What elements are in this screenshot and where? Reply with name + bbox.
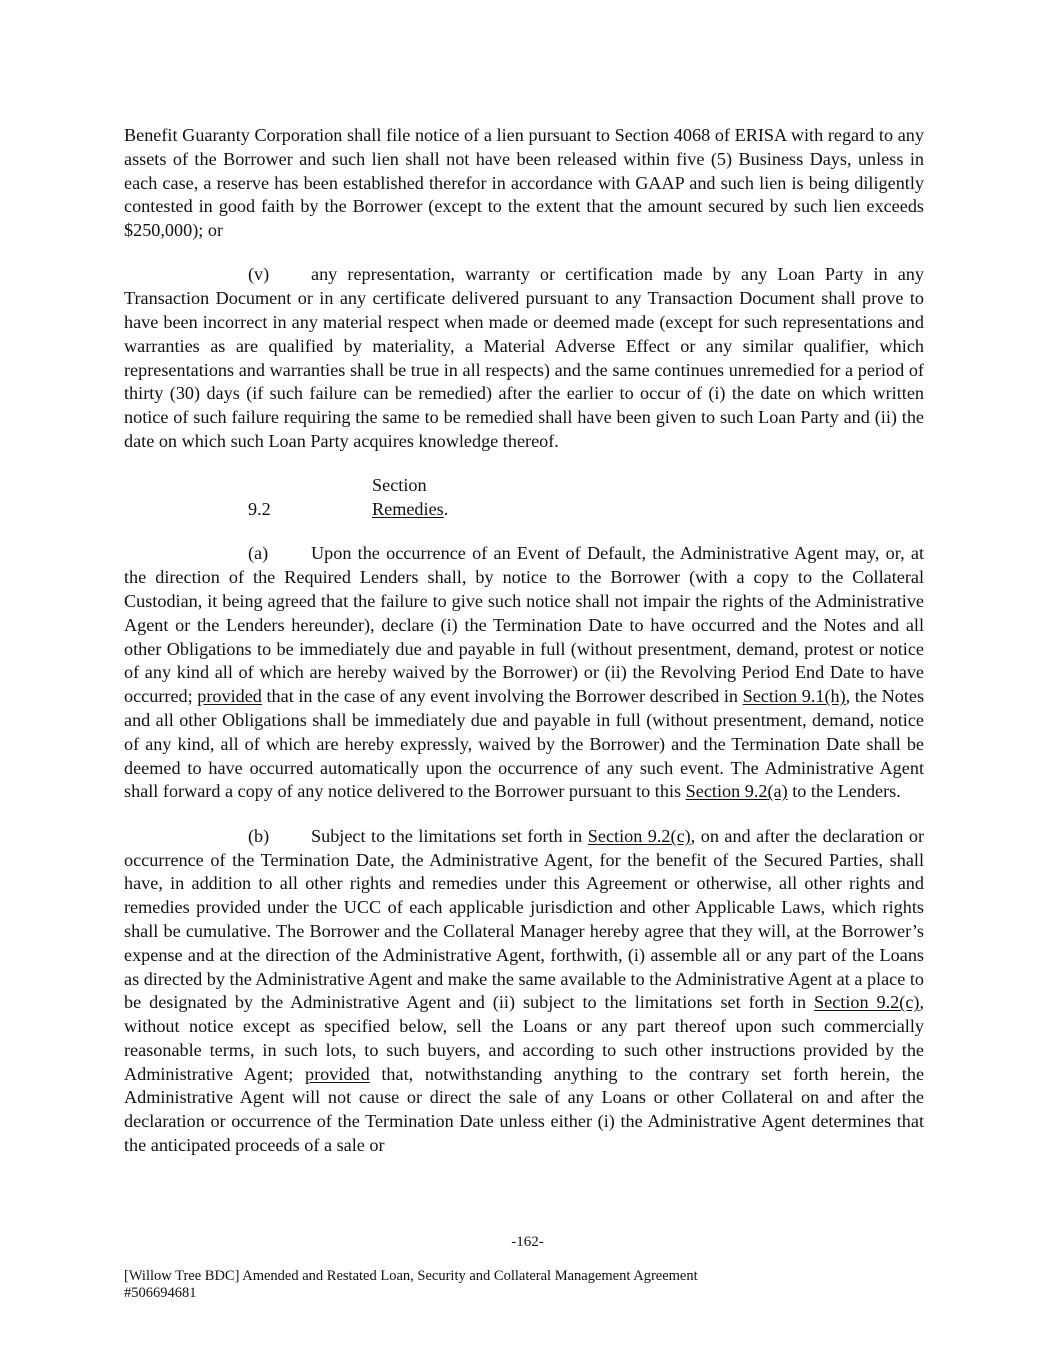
section-title-period: . xyxy=(443,499,449,520)
paragraph-text: that in the case of any event involving the Borrower described in xyxy=(266,686,739,707)
paragraph-clause-b xyxy=(124,825,924,1158)
paragraph-text: Subject to the limitations set forth in xyxy=(311,825,583,846)
paragraph-text: , the Notes and all other Obligations shall be immediately due and payable in full (without presentment, demand, notice of any kind, all of which are hereby expressly, waived by the Borrower) and the Termination Date shall be deemed to have occurred automatically upon the occurrence of any such event. The Administrative Agent shall forward a copy of any notice delivered to the Borrower pursuant to this xyxy=(124,686,925,802)
paragraph-text: , on and after the declaration or occurrence of the Termination Date, the Administrative Agent, for the benefit of the Secured Parties, shall have, in addition to all other rights and remedies under this Agreement or otherwise, all other rights and remedies provided under the UCC of each applicable jurisdiction and other Applicable Laws, which rights shall be cumulative. The Borrower and the Collateral Manager hereby agree that they will, at the Borrower’s expense and at the direction of the Administrative Agent, forthwith, (i) assemble all or any part of the Loans as directed by the Administrative Agent and make the same available to the Administrative Agent at a place to be designated by the Administrative Agent and (ii) subject to the limitations set forth in xyxy=(124,825,925,1013)
section-reference: Section 9.2(c) xyxy=(814,992,920,1013)
section-heading xyxy=(124,474,924,522)
footer-doc-id: #506694681 xyxy=(124,1285,197,1301)
clause-marker: (b) xyxy=(248,825,270,846)
provided-term: provided xyxy=(305,1063,370,1084)
paragraph-clause-v xyxy=(124,263,924,453)
paragraph-text: , without notice except as specified below, sell the Loans or any part thereof upon such commercially reasonable terms, in such lots, to such buyers, and according to such other instructions provided by the Administrative Agent; xyxy=(124,992,925,1084)
paragraph-text: Upon the occurrence of an Event of Default, the Administrative Agent may, or, at the direction of the Required Lenders shall, by notice to the Borrower (with a copy to the Collateral Custodian, it being agreed that the failure to give such notice shall not impair the rights of the Administrative Agent or the Lenders hereunder), declare (i) the Termination Date to have occurred and the Notes and all other Obligations to be immediately due and payable in full (without presentment, demand, protest or notice of any kind all of which are hereby waived by the Borrower) or (ii) the Revolving Period End Date to have occurred; xyxy=(124,543,924,707)
paragraph-continuation xyxy=(124,124,924,243)
clause-marker: (a) xyxy=(248,543,269,564)
paragraph-text: that, notwithstanding anything to the contrary set forth herein, the Administrative Agent will not cause or direct the sale of any Loans or other Collateral on and after the declaration or occurrence of the Termination Date unless either (i) the Administrative Agent determines that the anticipated proceeds of a sale or xyxy=(124,1063,925,1156)
page-number: -162- xyxy=(511,1234,544,1250)
footer xyxy=(124,1268,924,1302)
section-reference: Section 9.2(a) xyxy=(685,781,788,802)
footer-title: [Willow Tree BDC] Amended and Restated Loan, Security and Collateral Management Agreement xyxy=(124,1268,698,1284)
clause-marker: (v) xyxy=(248,264,270,285)
section-reference: Section 9.1(h) xyxy=(742,686,846,707)
paragraph-text: any representation, warranty or certification made by any Loan Party in any Transaction Document or in any certificate delivered pursuant to any Transaction Document shall prove to have been incorrect in any material respect when made or deemed made (except for such representations and warranties as are qualified by materiality, a Material Adverse Effect or any similar qualifier, which representations and warranties shall be true in all respects) and the same continues unremedied for a period of thirty (30) days (if such failure can be remedied) after the earlier to occur of (i) the date on which written notice of such failure requiring the same to be remedied shall have been given to such Loan Party and (ii) the date on which such Loan Party acquires knowledge thereof. xyxy=(124,264,924,452)
paragraph-text: to the Lenders. xyxy=(792,781,901,802)
provided-term: provided xyxy=(197,686,262,707)
document-body xyxy=(124,124,924,1178)
section-reference: Section 9.2(c) xyxy=(587,825,691,846)
section-title: Remedies xyxy=(372,499,444,520)
section-number: Section 9.2 xyxy=(248,475,427,520)
paragraph-clause-a xyxy=(124,542,924,804)
paragraph-text: Benefit Guaranty Corporation shall file notice of a lien pursuant to Section 4068 of ERISA with regard to any assets of the Borrower and such lien shall not have been released within five (5) Business Days, unless in each case, a reserve has been established therefor in accordance with GAAP and such lien is being diligently contested in good faith by the Borrower (except to the extent that the amount secured by such lien exceeds $250,000); or xyxy=(124,125,924,241)
